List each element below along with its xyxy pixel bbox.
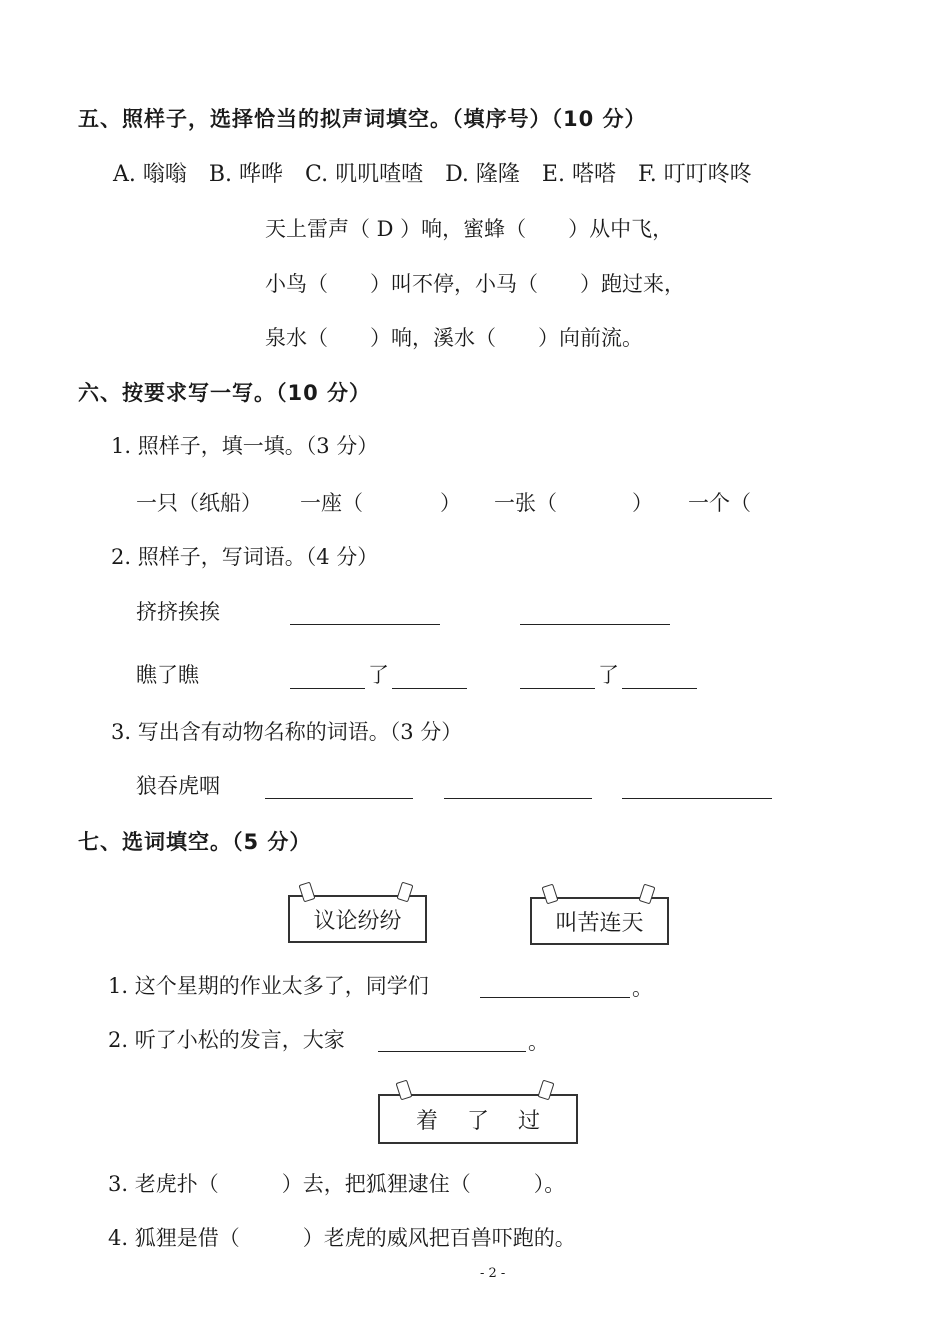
word-example-1: 挤挤挨挨: [136, 600, 220, 624]
char-card: [378, 1094, 578, 1144]
onomatopoeia-options: A. 嗡嗡 B. 哗哗 C. 叽叽喳喳 D. 隆隆 E. 嗒嗒 F. 叮叮咚咚: [113, 162, 752, 187]
s7-q3-text: 3. 老虎扑（ ）去，把狐狸逮住（ ）。: [108, 1172, 566, 1196]
answer-line[interactable]: [378, 1051, 526, 1052]
section-7-heading: 七、选词填空。（5 分）: [78, 830, 312, 854]
answer-line[interactable]: [622, 688, 697, 689]
page-number: - 2 -: [480, 1266, 506, 1281]
word-example-2: 瞧了瞧: [136, 663, 199, 687]
measure-word-blank-1: 一座（: [300, 491, 363, 515]
s6-q3-label: 3. 写出含有动物名称的词语。（3 分）: [111, 720, 463, 744]
s7-q2-text: 2. 听了小松的发言，大家: [108, 1028, 345, 1052]
measure-word-blank-3: 一个（: [688, 491, 751, 515]
s7-q1-end: 。: [632, 976, 653, 1000]
answer-line[interactable]: [520, 688, 595, 689]
answer-line[interactable]: [392, 688, 467, 689]
answer-line[interactable]: [520, 624, 670, 625]
measure-word-blank-2-close: ）: [632, 491, 653, 515]
liao-char: 了: [598, 663, 619, 687]
s6-q2-label: 2. 照样子，写词语。（4 分）: [111, 545, 379, 569]
answer-line[interactable]: [290, 688, 365, 689]
measure-word-blank-2: 一张（: [494, 491, 557, 515]
answer-line[interactable]: [622, 798, 772, 799]
answer-line[interactable]: [265, 798, 413, 799]
word-card-2: [530, 897, 669, 945]
char-card-text: 着 了 过: [416, 1108, 540, 1134]
liao-char: 了: [368, 663, 389, 687]
s6-q1-label: 1. 照样子，填一填。（3 分）: [111, 434, 379, 458]
word-card-1: [288, 895, 427, 943]
s7-q2-end: 。: [528, 1030, 549, 1054]
section-6-heading: 六、按要求写一写。（10 分）: [78, 381, 372, 405]
answer-line[interactable]: [444, 798, 592, 799]
section-5-heading: 五、照样子，选择恰当的拟声词填空。（填序号）（10 分）: [78, 107, 647, 131]
measure-word-example: 一只（纸船）: [136, 491, 262, 515]
s7-q4-text: 4. 狐狸是借（ ）老虎的威风把百兽吓跑的。: [108, 1226, 576, 1250]
word-card-2-text: 叫苦连天: [555, 910, 644, 936]
fill-line-1: 天上雷声（ D ）响，蜜蜂（ ）从中飞，: [265, 217, 674, 241]
word-card-1-text: 议论纷纷: [313, 908, 402, 934]
fill-line-3: 泉水（ ）响，溪水（ ）向前流。: [265, 326, 643, 350]
s7-q1-text: 1. 这个星期的作业太多了，同学们: [108, 974, 429, 998]
answer-line[interactable]: [290, 624, 440, 625]
answer-line[interactable]: [480, 997, 630, 998]
animal-word-example: 狼吞虎咽: [136, 774, 220, 798]
fill-line-2: 小鸟（ ）叫不停，小马（ ）跑过来，: [265, 272, 685, 296]
measure-word-blank-1-close: ）: [440, 491, 461, 515]
